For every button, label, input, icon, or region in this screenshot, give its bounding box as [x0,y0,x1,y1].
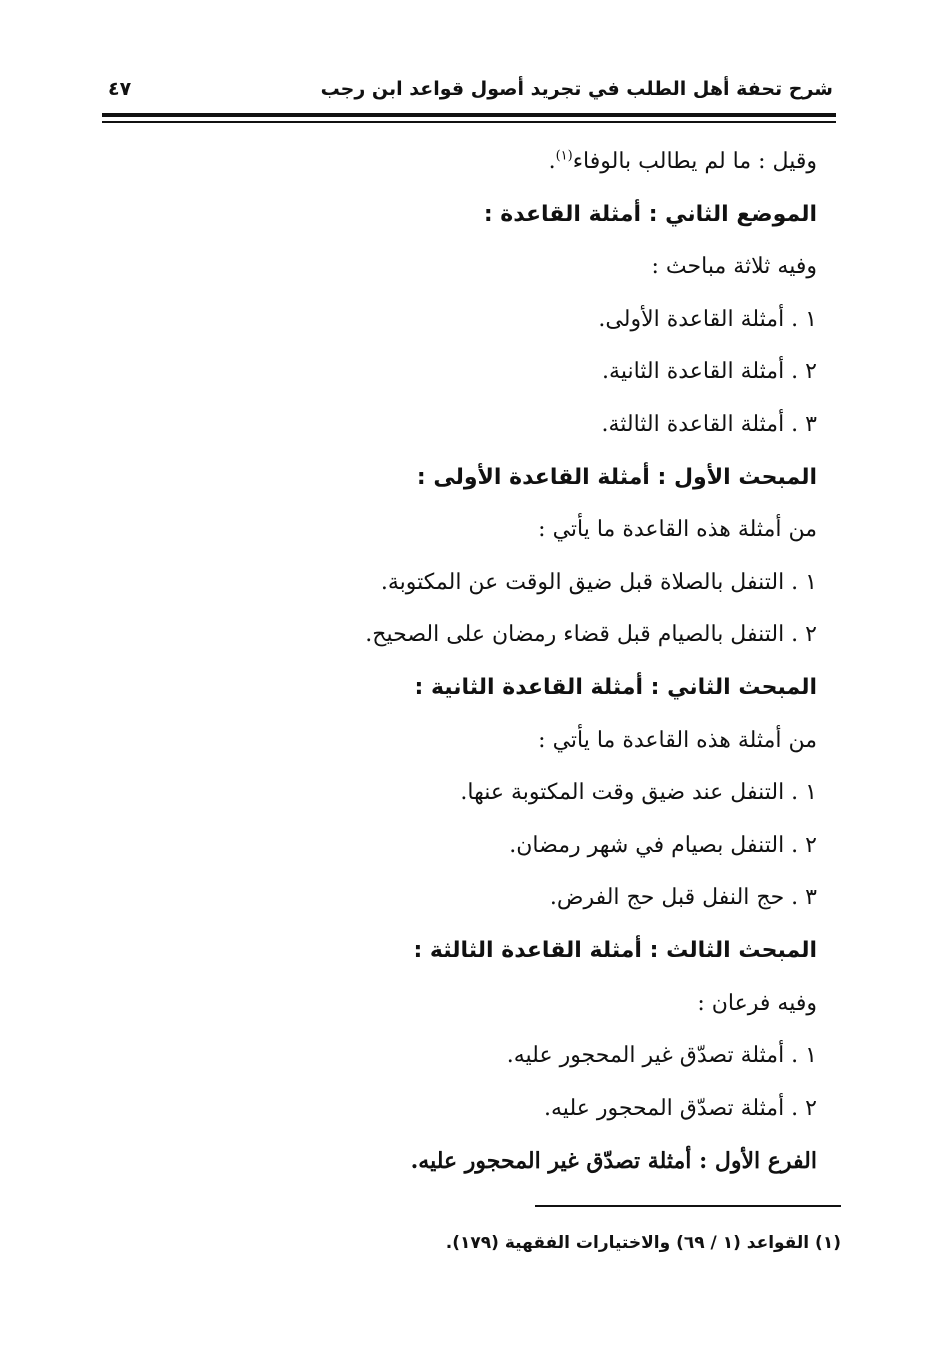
list-item: ٣ . أمثلة القاعدة الثالثة. [601,411,817,437]
page-body [97,136,817,1188]
list-item: ٢ . أمثلة تصدّق المحجور عليه. [544,1095,817,1121]
subsection-heading: الفرع الأول : أمثلة تصدّق غير المحجور عليه. [410,1148,817,1175]
header-rule-thick [102,113,836,117]
list-item: ١ . التنفل بالصلاة قبل ضيق الوقت عن المكتوبة. [380,569,817,595]
text-line: وفيه فرعان : [697,990,817,1016]
footnote-separator [535,1205,841,1207]
list-item: ٣ . حج النفل قبل حج الفرض. [549,885,817,911]
footnote: (١) القواعد (١ / ٦٩) والاختيارات الفقهية (١٧٩). [445,1233,841,1253]
text-line: وقيل : ما لم يطالب بالوفاء$^{(١)}$. [548,148,817,174]
list-item: ٢ . التنفل بصيام في شهر رمضان. [509,832,817,858]
running-header [108,78,833,112]
list-item: ١ . التنفل عند ضيق وقت المكتوبة عنها. [460,780,817,806]
text-line: من أمثلة هذه القاعدة ما يأتي : [538,727,817,753]
header-rule-thin [102,121,836,123]
list-item: ٢ . التنفل بالصيام قبل قضاء رمضان على الصحيح. [365,622,817,648]
list-item: ١ . أمثلة القاعدة الأولى. [598,306,817,332]
section-heading: المبحث الثالث : أمثلة القاعدة الثالثة : [413,937,817,963]
page-number: ٤٧ [108,78,132,100]
book-title: شرح تحفة أهل الطلب في تجريد أصول قواعد ابن رجب [320,78,833,100]
section-heading: المبحث الثاني : أمثلة القاعدة الثانية : [414,674,817,700]
section-heading: الموضع الثاني : أمثلة القاعدة : [483,201,817,227]
text-line: وفيه ثلاثة مباحث : [651,254,817,280]
list-item: ٢ . أمثلة القاعدة الثانية. [602,359,817,385]
footnote-reference: (١) [555,148,573,164]
text-line: من أمثلة هذه القاعدة ما يأتي : [538,517,817,543]
section-heading: المبحث الأول : أمثلة القاعدة الأولى : [416,464,817,490]
list-item: ١ . أمثلة تصدّق غير المحجور عليه. [506,1043,817,1069]
